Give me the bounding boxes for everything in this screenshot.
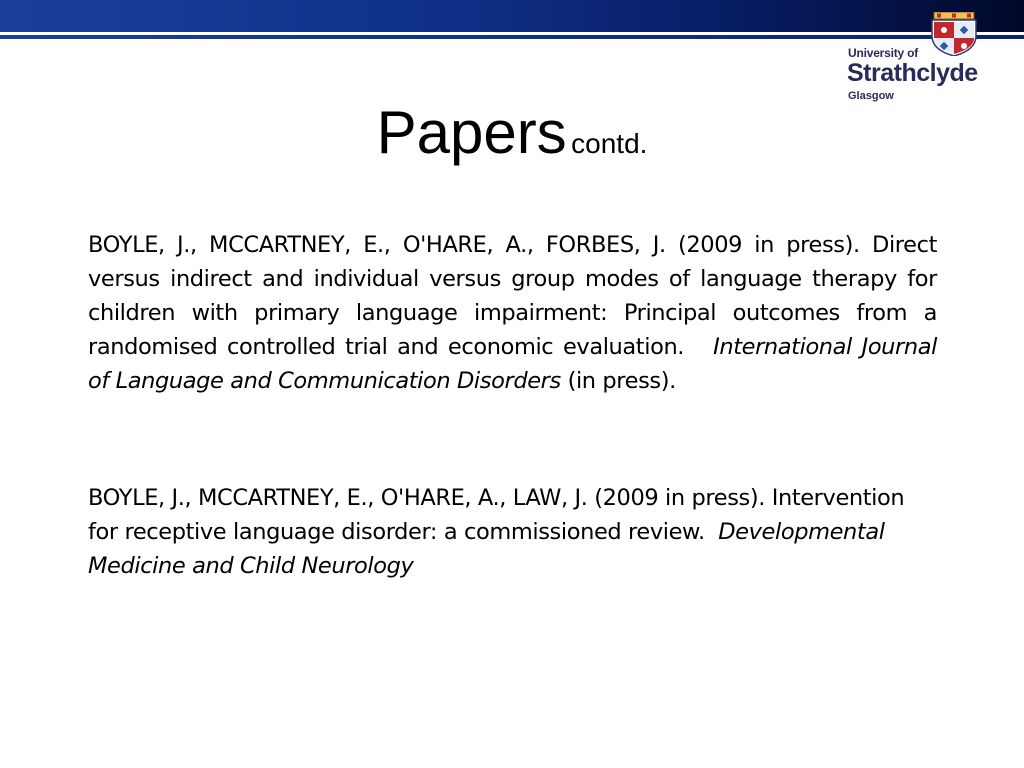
title-main: Papers (376, 99, 567, 166)
logo-university-of: University of (848, 46, 919, 60)
university-logo (844, 12, 984, 104)
reference-text: BOYLE, J., MCCARTNEY, E., O'HARE, A., FORBES, J. (2009 in press). Direct versus indirect and individual versus group modes of language therapy for children with primary language impairment: Principal outcomes from a randomised controlled trial and economic evaluation. (88, 232, 937, 360)
reference-1 (88, 228, 937, 398)
reference-suffix: (in press). (560, 368, 676, 394)
logo-glasgow: Glasgow (848, 90, 894, 102)
reference-2 (88, 481, 937, 583)
reference-journal: International Journal of Language and Communication Disorders (88, 334, 937, 394)
reference-text: BOYLE, J., MCCARTNEY, E., O'HARE, A., LAW, J. (2009 in press). Intervention for receptive language disorder: a commissioned review. (88, 485, 905, 545)
logo-strathclyde: Strathclyde (847, 59, 978, 87)
title-sub: contd. (571, 128, 648, 159)
crest-icon (928, 12, 980, 56)
page-title (0, 98, 1024, 167)
reference-journal: Developmental Medicine and Child Neurology (88, 519, 885, 579)
